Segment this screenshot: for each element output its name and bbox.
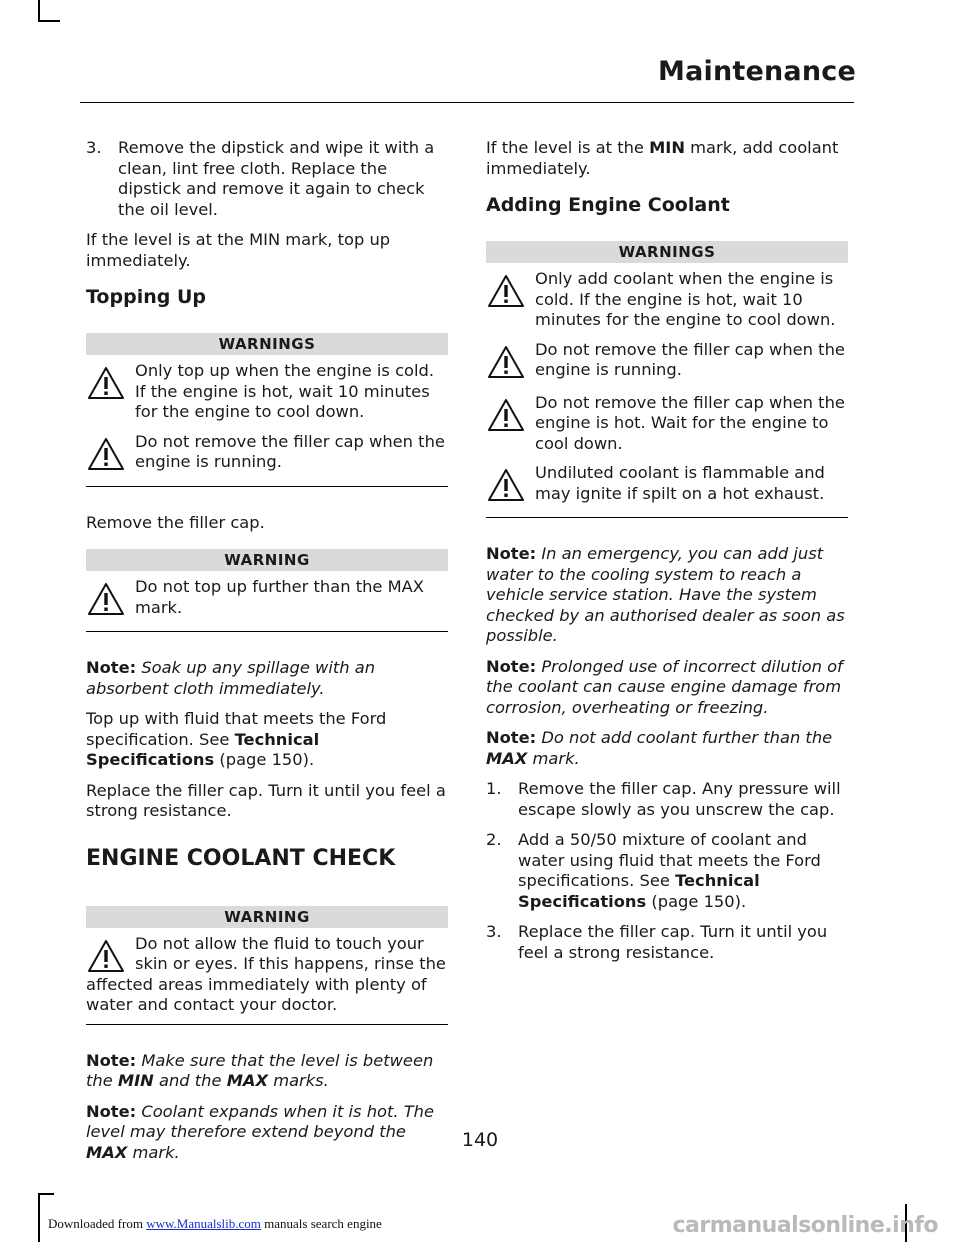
note-text-part: and the — [153, 1071, 227, 1090]
header-rule — [80, 102, 854, 103]
note-label: Note: — [86, 1050, 137, 1070]
warning-triangle-icon — [86, 436, 126, 472]
warning-item — [86, 577, 448, 621]
crop-mark — [38, 20, 60, 22]
note-emphasis: MAX — [86, 1142, 128, 1162]
paragraph: Remove the filler cap. — [86, 512, 265, 532]
paragraph-text: Top up with fluid that meets the Ford specification. See — [86, 709, 387, 749]
step-number: 2. — [486, 830, 502, 849]
note-emphasis: MAX — [486, 748, 528, 768]
note-text-part: Make sure that the level is between the — [86, 1050, 434, 1090]
warning-text: Do not remove the filler cap when the engine is running. — [535, 339, 845, 379]
warning-item — [486, 269, 848, 331]
footer-text: manuals search engine — [260, 1216, 382, 1231]
step-text — [518, 830, 848, 912]
note-text: Prolonged use of incorrect dilution of the coolant can cause engine damage from corrosion, overheating or freezing. — [486, 656, 843, 717]
warning-item — [86, 432, 448, 476]
heading-adding-engine-coolant: Adding Engine Coolant — [486, 194, 730, 216]
warning-triangle-icon — [486, 344, 526, 380]
step-number: 3. — [86, 138, 102, 157]
footer-text: Downloaded from — [48, 1216, 147, 1231]
watermark: carmanualsonline.info — [672, 1213, 938, 1238]
crop-mark — [38, 0, 40, 22]
page-number: 140 — [461, 1129, 499, 1151]
warning-triangle-icon — [486, 273, 526, 309]
step-number: 3. — [486, 922, 502, 941]
step-item — [86, 138, 448, 220]
page-reference: (page 150). — [214, 750, 315, 769]
step-item — [486, 779, 848, 820]
note-text — [86, 1051, 433, 1091]
step-text: Replace the filler cap. Turn it until you feel a strong resistance. — [518, 922, 828, 962]
note-label: Note: — [486, 728, 537, 747]
note-label: Note: — [86, 1101, 137, 1121]
right-column — [486, 138, 848, 973]
warning-text: Only top up when the engine is cold. If the engine is hot, wait 10 minutes for the engine to cool down. — [135, 361, 435, 421]
warning-text: Only add coolant when the engine is cold. If the engine is hot, wait 10 minutes for the engine to cool down. — [535, 269, 836, 329]
warning-text: Do not allow the fluid to touch your skin or eyes. If this happens, rinse the affected areas immediately with plenty of water and contact your doctor. — [86, 933, 446, 1014]
crop-mark — [38, 1193, 40, 1242]
heading-topping-up: Topping Up — [86, 286, 206, 308]
note-emphasis: MIN — [117, 1071, 154, 1090]
crop-mark — [38, 1193, 54, 1195]
paragraph — [86, 709, 448, 771]
note-text: In an emergency, you can add just water to the cooling system to reach a vehicle service station. Have the system checked by an authorised dealer as soon as possible. — [486, 544, 845, 645]
warning-text: Undiluted coolant is flammable and may ignite if spilt on a hot exhaust. — [535, 463, 825, 503]
page-reference: (page 150). — [646, 891, 747, 911]
manualslib-link[interactable]: www.Manualslib.com — [146, 1216, 261, 1231]
step-item — [486, 830, 848, 912]
step-text-part: Add a 50/50 mixture of coolant and water using fluid that meets the Ford specifications. See — [518, 830, 821, 890]
warning-header: WARNING — [86, 906, 448, 928]
warning-box — [86, 906, 448, 1025]
note — [486, 544, 848, 647]
step-number: 1. — [486, 779, 502, 798]
warning-header: WARNINGS — [486, 241, 848, 263]
paragraph: Replace the filler cap. Turn it until you feel a strong resistance. — [86, 780, 446, 820]
note-text-part: Coolant expands when it is hot. The level may therefore extend beyond the — [86, 1101, 434, 1141]
warning-box — [86, 549, 448, 632]
note-text — [486, 728, 832, 768]
warning-text: Do not remove the filler cap when the engine is hot. Wait for the engine to cool down. — [535, 392, 845, 453]
note-label: Note: — [86, 658, 137, 677]
warning-item — [486, 340, 848, 384]
note-label: Note: — [486, 656, 537, 676]
note-label: Note: — [486, 544, 537, 563]
paragraph — [486, 138, 848, 179]
heading-engine-coolant-check: ENGINE COOLANT CHECK — [86, 845, 396, 871]
section-title: Maintenance — [658, 56, 856, 87]
warning-header: WARNINGS — [86, 333, 448, 355]
download-footer — [48, 1216, 382, 1232]
note — [486, 657, 848, 719]
warning-box — [486, 241, 848, 518]
step-text: Remove the filler cap. Any pressure will escape slowly as you unscrew the cap. — [518, 779, 841, 819]
note — [86, 658, 448, 699]
note — [86, 1051, 448, 1092]
note-text: Soak up any spillage with an absorbent cloth immediately. — [86, 658, 376, 698]
warning-item — [86, 934, 448, 1016]
warning-triangle-icon — [486, 397, 526, 433]
warning-triangle-icon — [86, 581, 126, 617]
cross-reference-link[interactable]: Technical Specifications — [86, 729, 320, 769]
warning-item — [486, 463, 848, 507]
paragraph-text: If the level is at the — [486, 138, 650, 157]
warning-triangle-icon — [86, 365, 126, 401]
note — [486, 728, 848, 769]
step-text: Remove the dipstick and wipe it with a clean, lint free cloth. Replace the dipstick and remove it again to check the oil level. — [118, 138, 435, 219]
warning-text: Do not top up further than the MAX mark. — [135, 577, 424, 617]
note-text-part: marks. — [268, 1071, 329, 1090]
note-text-part: mark. — [127, 1142, 180, 1162]
paragraph-text: mark, add coolant immediately. — [486, 138, 839, 178]
cross-reference-link[interactable]: Technical Specifications — [518, 871, 760, 911]
warning-text: Do not remove the filler cap when the engine is running. — [135, 431, 445, 471]
paragraph: If the level is at the MIN mark, top up immediately. — [86, 230, 391, 270]
emphasis: MIN — [649, 138, 685, 157]
warning-box — [86, 333, 448, 487]
warning-triangle-icon — [86, 938, 126, 974]
warning-item — [86, 361, 448, 423]
warning-header: WARNING — [86, 549, 448, 571]
step-item — [486, 922, 848, 963]
warning-triangle-icon — [486, 467, 526, 503]
left-column — [86, 138, 448, 1173]
warning-item — [486, 393, 848, 455]
note-emphasis: MAX — [226, 1071, 269, 1090]
note-text-part: Do not add coolant further than the — [541, 728, 833, 747]
note-text-part: mark. — [527, 748, 580, 768]
